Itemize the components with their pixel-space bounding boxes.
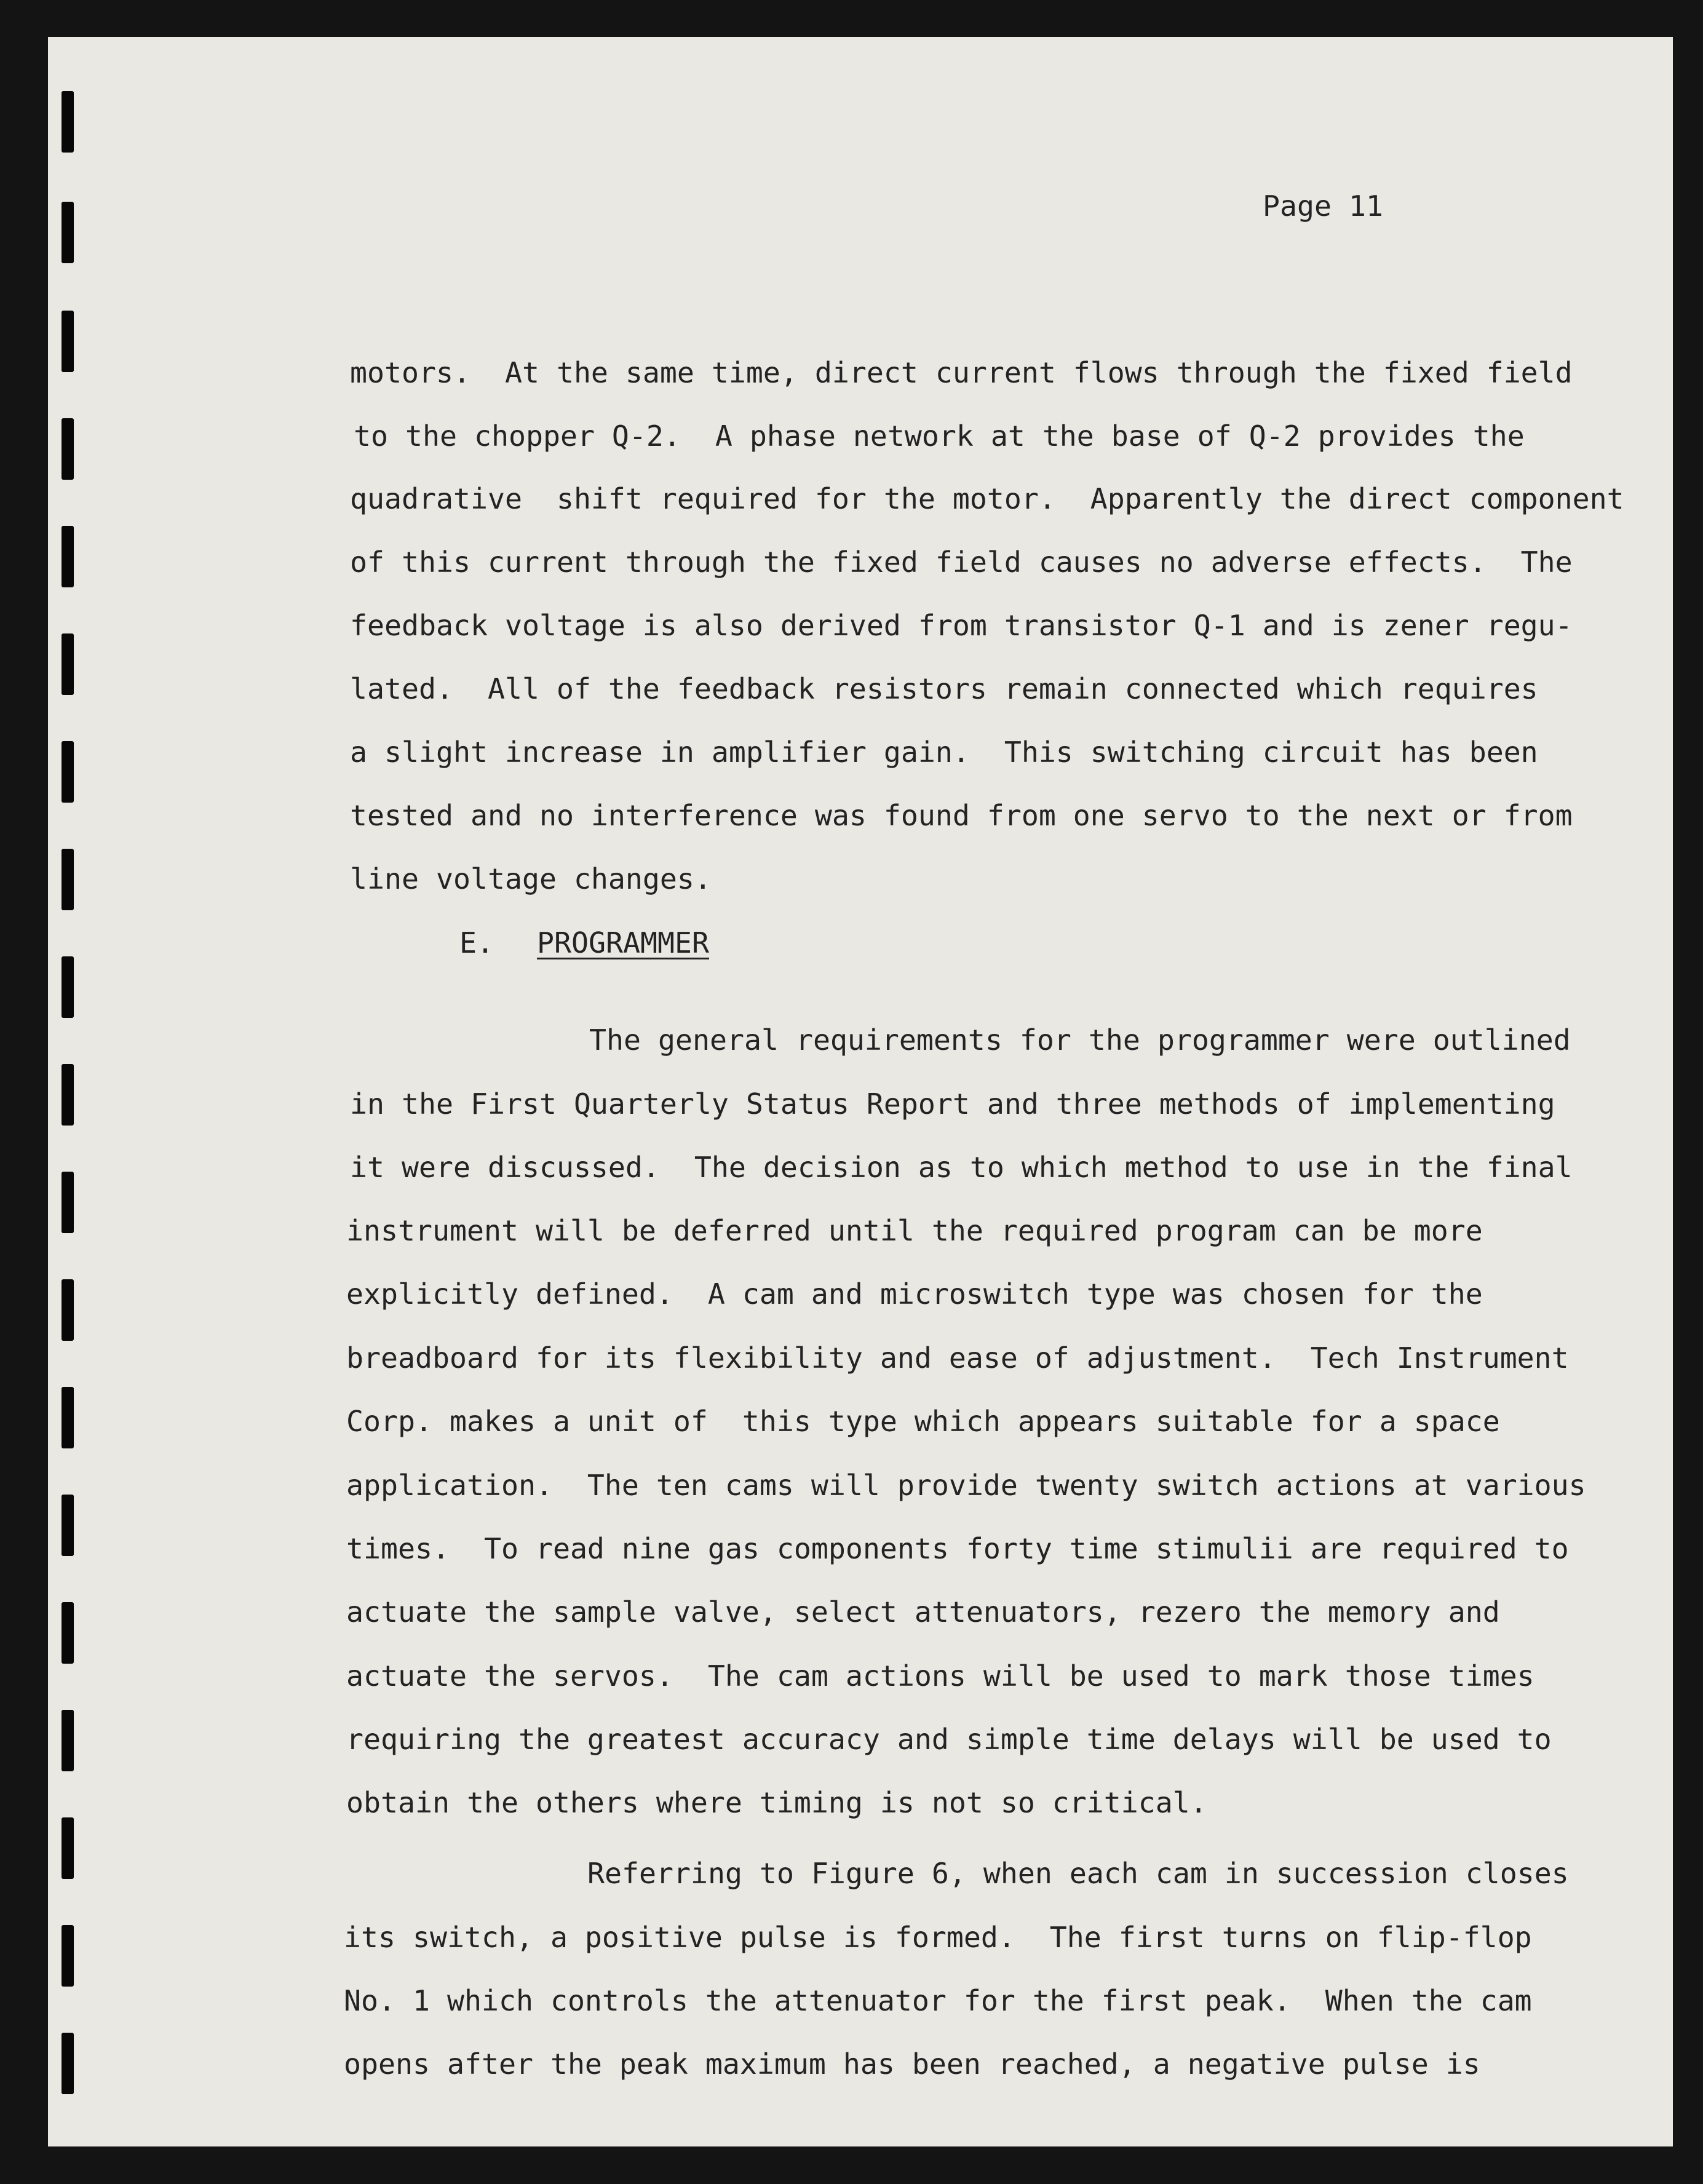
binder-hole [62,418,74,480]
binder-hole [62,202,74,263]
paragraph-3-line: Referring to Figure 6, when each cam in succession closes [587,1857,1569,1890]
paragraph-2-line: it were discussed. The decision as to which method to use in the final [350,1151,1573,1184]
paragraph-1-line: motors. At the same time, direct current flows through the fixed field [350,356,1573,389]
paragraph-1-line: a slight increase in amplifier gain. This switching circuit has been [350,736,1538,769]
paragraph-2-line: Corp. makes a unit of this type which appears suitable for a space [346,1405,1500,1438]
paragraph-2-line: obtain the others where timing is not so critical. [346,1786,1207,1819]
paragraph-2-line: in the First Quarterly Status Report and three methods of implementing [350,1087,1555,1121]
binder-hole [62,1602,74,1664]
paragraph-1-line: lated. All of the feedback resistors remain connected which requires [350,672,1538,705]
binder-hole [62,1925,74,1987]
section-title: PROGRAMMER [537,926,709,959]
page-number: Page 11 [1263,189,1383,223]
binder-hole [62,1064,74,1126]
binder-hole [62,526,74,587]
paragraph-2-line: actuate the sample valve, select attenuators, rezero the memory and [346,1595,1500,1629]
paragraph-1-line: line voltage changes. [350,862,712,895]
paragraph-3-line: opens after the peak maximum has been reached, a negative pulse is [344,2047,1480,2081]
paragraph-3-line: its switch, a positive pulse is formed. The first turns on flip-flop [344,1921,1532,1954]
binder-hole [62,1495,74,1556]
paragraph-2-line: times. To read nine gas components forty time stimulii are required to [346,1532,1569,1565]
binder-hole [62,91,74,153]
section-marker: E. [459,926,494,959]
paragraph-2-line: application. The ten cams will provide twenty switch actions at various [346,1469,1586,1502]
paragraph-2-line: requiring the greatest accuracy and simple time delays will be used to [346,1723,1552,1756]
paragraph-1-line: quadrative shift required for the motor. Apparently the direct component [350,482,1624,515]
binder-hole [62,311,74,372]
paragraph-1-line: of this current through the fixed field causes no adverse effects. The [350,546,1573,579]
paragraph-2-line: explicitly defined. A cam and microswitch type was chosen for the [346,1277,1483,1311]
binder-hole [62,1279,74,1341]
paragraph-2-line: The general requirements for the programmer were outlined [589,1023,1571,1057]
binder-hole [62,849,74,910]
paragraph-1-line: tested and no interference was found from one servo to the next or from [350,799,1573,832]
paragraph-3-line: No. 1 which controls the attenuator for the first peak. When the cam [344,1984,1532,2017]
binder-hole [62,1817,74,1879]
binder-hole [62,633,74,695]
paragraph-2-line: actuate the servos. The cam actions will be used to mark those times [346,1659,1534,1693]
paragraph-2-line: breadboard for its flexibility and ease of adjustment. Tech Instrument [346,1341,1569,1375]
paragraph-1-line: to the chopper Q-2. A phase network at the base of Q-2 provides the [354,419,1525,453]
binder-hole [62,2033,74,2094]
binder-hole [62,1387,74,1448]
paragraph-2-line: instrument will be deferred until the required program can be more [346,1214,1483,1247]
paragraph-1-line: feedback voltage is also derived from transistor Q-1 and is zener regu- [350,609,1573,642]
binder-hole [62,1710,74,1771]
binder-hole [62,1172,74,1233]
binder-hole [62,956,74,1018]
binder-hole [62,741,74,803]
